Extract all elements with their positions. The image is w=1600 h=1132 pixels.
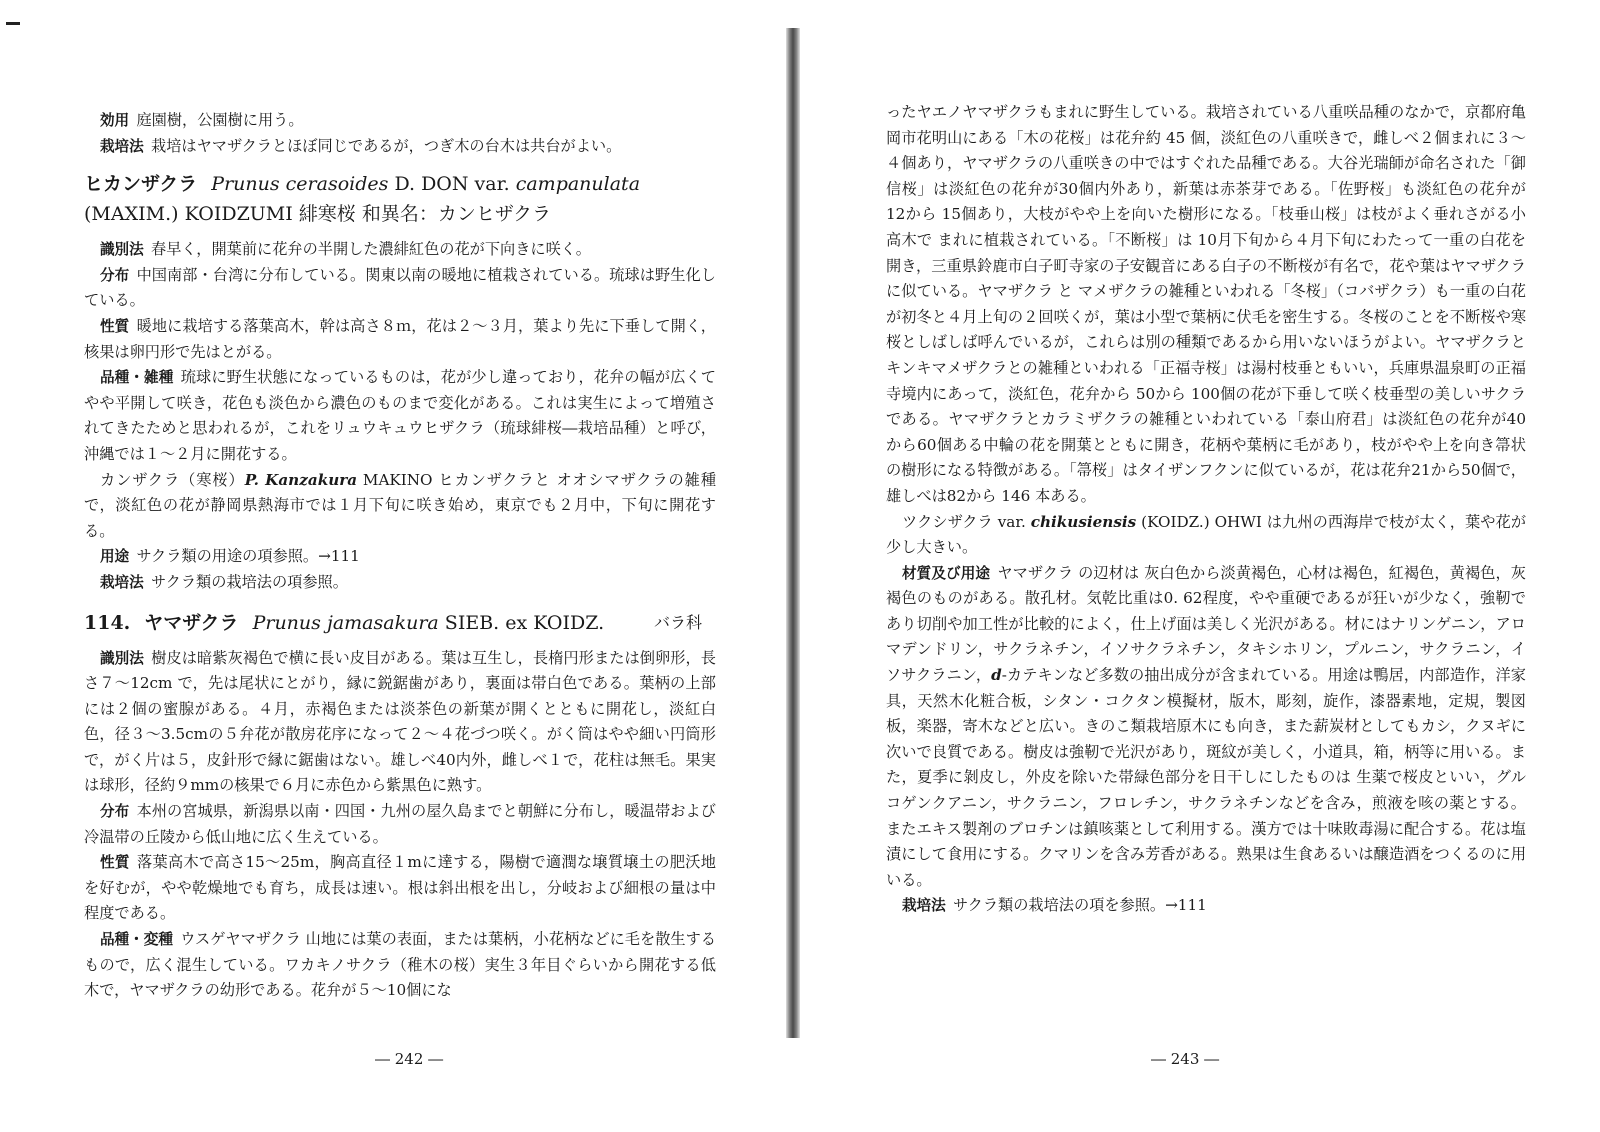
paragraph-text: 樹皮は暗紫灰褐色で横に長い皮目がある。葉は互生し，長楕円形または倒卵形，長さ７～12cm で，先は尾状にとがり，縁に鋭鋸歯があり，裏面は帯白色である。葉柄の上部には２個の蜜腺がある。４月，赤褐色または淡茶色の新葉が開くとともに開花し，淡紅白色，径３～3.5cmの５弁花が散房花序になって２～４花づつ咲く。がく筒はやや細い円筒形で，がく片は５，皮針形で縁に鋸歯はない。雄しべ40内外，雌しべ１で，花柱は無毛。果実は球形，径約９mmの核果で６月に赤色から紫黒色に熟す。	[84, 648, 716, 795]
book-gutter	[786, 28, 800, 1038]
scientific-name: P. Kanzakura	[244, 470, 358, 489]
section-label: 栽培法	[901, 897, 946, 915]
paragraph	[84, 646, 716, 800]
paragraph	[84, 263, 716, 314]
section-label: 品種・変種	[99, 931, 173, 949]
author-name: SIEB. ex KOIDZ.	[444, 611, 605, 634]
paragraph	[886, 561, 1526, 894]
section-label: 性質	[99, 854, 130, 872]
section-label: 栽培法	[99, 573, 144, 591]
paragraph	[84, 365, 716, 467]
paragraph-text: (KOIDZ.) OHWI は九州の西海岸で枝が太く，葉や花が少し大きい。	[886, 512, 1527, 557]
section-label: 分布	[99, 266, 130, 284]
paragraph-text: 落葉高木で高さ15～25m，胸高直径１mに達する，陽樹で適潤な壌質壌土の肥沃地を好むが，やや乾燥地でも育ち，成長は速い。根は斜出根を出し，分岐および細根の量は中程度である。	[84, 853, 716, 923]
paragraph	[84, 850, 716, 927]
paragraph-text: ウスゲヤマザクラ 山地には葉の表面，または葉柄，小花柄などに毛を散生するもので，広く混生している。ワカキノサクラ（稚木の桜）実生３年目ぐらいから開花する低木で，ヤマザクラの幼形である。花弁が５～10個にな	[84, 930, 716, 1000]
paragraph	[84, 544, 716, 570]
section-label: 性質	[99, 317, 130, 335]
paragraph-text: カンザクラ（寒桜）	[99, 470, 245, 489]
section-label: 材質及び用途	[901, 564, 991, 582]
paragraph-text: ヤマザクラ の辺材は 灰白色から淡黄褐色，心材は褐色，紅褐色，黄褐色，灰褐色のものがある。散孔材。気乾比重は0. 62程度，やや重硬であるが狂いが少なく，強靭であり切削や加工性が比較的によく，仕上げ面は美しく光沢がある。材にはナリンゲニン，アロマデンドリン，サクラネチン，イソサクラネチン，タキシホリン，プルニン，サクラニン，イソサクラニン，	[886, 563, 1526, 685]
species-name: ヒカンザクラ	[84, 173, 198, 196]
scientific-name: d	[991, 666, 1002, 685]
scientific-name: chikusiensis	[1030, 512, 1137, 531]
paragraph	[84, 468, 716, 545]
paragraph	[886, 893, 1526, 919]
paragraph-text: サクラ類の栽培法の項を参照。→111	[953, 896, 1207, 915]
species-heading-hikanzakura	[84, 169, 716, 229]
author-name: D. DON var.	[394, 173, 510, 196]
variety-name: campanulata	[515, 173, 641, 196]
section-label: 栽培法	[99, 137, 144, 155]
paragraph-text: 暖地に栽培する落葉高木，幹は高さ８ｍ，花は２～３月，葉より先に下垂して開く，核果は卵円形で先はとがる。	[84, 316, 716, 361]
section-label: 効用	[99, 112, 130, 129]
page-number: ― 243 ―	[1151, 1050, 1220, 1068]
scientific-name: Prunus cerasoides	[211, 173, 389, 196]
section-label: 品種・雑種	[99, 369, 174, 387]
paragraph-text: 春早く，開葉前に花弁の半開した濃緋紅色の花が下向きに咲く。	[151, 240, 591, 259]
section-label: 分布	[99, 803, 130, 821]
paragraph	[84, 237, 716, 263]
scientific-name: Prunus jamasakura	[252, 611, 439, 634]
page-number: ― 242 ―	[375, 1050, 444, 1068]
paragraph-text: 琉球に野生状態になっているものは，花が少し違っており，花弁の幅が広くてやや平開して咲き，花色も淡色から濃色のものまで変化がある。これは実生によって増殖されてきたためと思われるが，これをリュウキュウヒザクラ（琉球緋桜―栽培品種）と呼び，沖縄では１～２月に開花する。	[84, 368, 716, 463]
paragraph	[886, 510, 1526, 561]
paragraph-text: MAKINO ヒカンザクラと オオシマザクラの雑種で，淡紅色の花が静岡県熱海市では１月下旬に咲き始め，東京でも２月中，下旬に開花する。	[84, 470, 717, 540]
species-name: ヤマザクラ	[144, 611, 239, 634]
paragraph-text: 中国南部・台湾に分布している。関東以南の暖地に植栽されている。琉球は野生化している。	[84, 265, 716, 310]
paragraph-text: サクラ類の用途の項参照。→111	[136, 547, 360, 566]
right-page	[806, 0, 1600, 1132]
paragraph-text: サクラ類の栽培法の項参照。	[151, 572, 348, 591]
paragraph	[84, 108, 716, 134]
paragraph	[84, 570, 716, 596]
paragraph-text: ツクシザクラ var.	[901, 512, 1026, 531]
paragraph	[84, 134, 716, 160]
left-page-text	[84, 108, 716, 1004]
paragraph	[84, 314, 716, 365]
section-label: 識別法	[99, 649, 144, 667]
right-page-text	[886, 100, 1526, 919]
paragraph-text: 庭園樹，公園樹に用う。	[136, 111, 304, 129]
left-page	[0, 0, 790, 1132]
paragraph-text: 栽培はヤマザクラとほぼ同じであるが，つぎ木の台木は共台がよい。	[151, 136, 622, 155]
species-heading-line2: (MAXIM.) KOIDZUMI 緋寒桜 和異名：カンヒザクラ	[84, 203, 552, 226]
entry-number: 114.	[84, 611, 131, 634]
section-label: 識別法	[99, 241, 144, 259]
species-heading-yamazakura	[84, 608, 716, 638]
paragraph: ったヤエノヤマザクラもまれに野生している。栽培されている八重咲品種のなかで，京都府亀岡市花明山にある「木の花桜」は花弁約 45 個，淡紅色の八重咲きで，雌しべ２個まれに３～４個あり，ヤマザクラの八重咲きの中ではすぐれた品種である。大谷光瑞師が命名された「御信桜」は淡紅色の花弁が30個内外あり，新葉は赤茶芽である。「佐野桜」も淡紅色の花弁が 12から 15個あり，大枝がやや上を向いた樹形になる。「枝垂山桜」は枝がよく垂れさがる小高木で まれに植栽されている。「不断桜」は 10月下旬から４月下旬にわたって一重の白花を開き，三重県鈴鹿市白子町寺家の子安観音にある白子の不断桜が有名で，花や葉はヤマザクラに似ている。ヤマザクラ と マメザクラの雑種といわれる「冬桜」（コバザクラ）も一重の白花が初冬と４月上旬の２回咲くが，葉は小型で葉柄に伏毛を密生する。冬桜のことを不断桜や寒桜としばしば呼んでいるが，これらは別の種類であるから用いないほうがよい。ヤマザクラとキンキマメザクラとの雑種といわれる「正福寺桜」は湯村枝垂ともいい，兵庫県温泉町の正福寺境内にあって，淡紅色，花弁から 50から 100個の花が下垂して咲く枝垂型の美しいサクラである。ヤマザクラとカラミザクラの雑種といわれている「泰山府君」は淡紅色の花弁が40から60個ある中輪の花を開葉とともに開き，花柄や葉柄に毛があり，枝がやや上を向き箒状の樹形になる特徴がある。「箒桜」はタイザンフクンに似ているが，花は花弁21から50個で，雄しべは82から 146 本ある。	[886, 103, 1526, 505]
paragraph	[84, 927, 716, 1004]
paragraph-text: 本州の宮城県，新潟県以南・四国・九州の屋久島までと朝鮮に分布し，暖温帯および冷温帯の丘陵から低山地に広く生えている。	[84, 802, 716, 846]
paragraph	[84, 799, 716, 850]
paragraph-text: -カテキンなど多数の抽出成分が含まれている。用途は鴨居，内部造作，洋家具，天然木化粧合板，シタン・コクタン模擬材，版木，彫刻，旋作，漆器素地，定規，製図板，楽器，寄木などと広い。きのこ類栽培原木にも向き，また薪炭材としてもカシ，クヌギに次いで良質である。樹皮は強靭で光沢があり，斑紋が美しく，小道具，箱，柄等に用いる。また，夏季に剝皮し，外皮を除いた帯緑色部分を日干しにしたものは 生薬で桜皮といい，グルコゲンクアニン，サクラニン，フロレチン，サクラネチンなどを含み，煎液を咳の薬とする。またエキス製剤のブロチンは鎮咳薬として利用する。漢方では十味敗毒湯に配合する。花は塩漬にして食用にする。クマリンを含み芳香がある。熟果は生食あるいは醸造酒をつくるのに用いる。	[886, 666, 1526, 889]
family-name: バラ科	[653, 612, 702, 632]
section-label: 用途	[99, 548, 130, 566]
